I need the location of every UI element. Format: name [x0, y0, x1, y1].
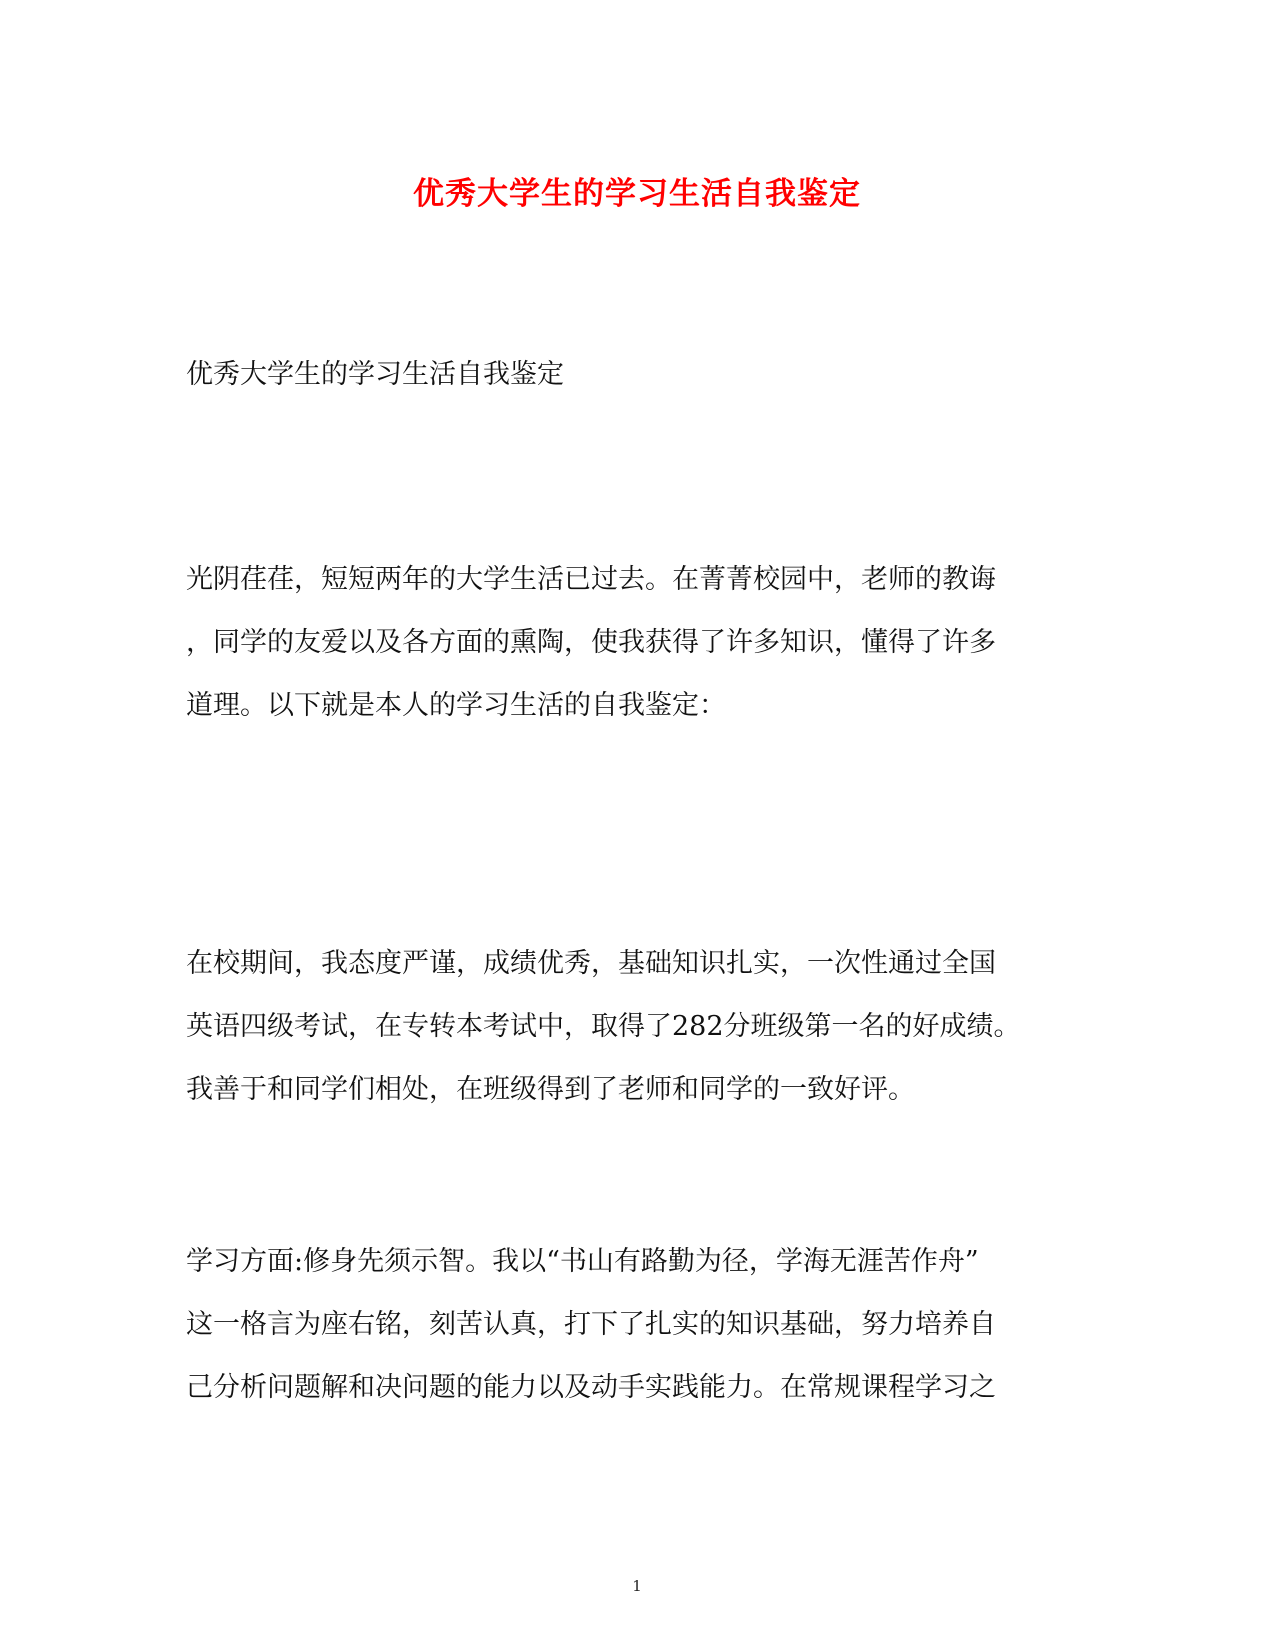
paragraph-line: 学习方面:修身先须示智。我以“书山有路勤为径，学海无涯苦作舟” [186, 1246, 979, 1277]
paragraph-intro [186, 548, 1071, 737]
paragraph-line: 道理。以下就是本人的学习生活的自我鉴定： [186, 690, 726, 721]
paragraph-line: 这一格言为座右铭，刻苦认真，打下了扎实的知识基础，努力培养自 [186, 1309, 996, 1340]
paragraph-line: 我善于和同学们相处，在班级得到了老师和同学的一致好评。 [186, 1074, 915, 1105]
paragraph-line: 在校期间，我态度严谨，成绩优秀，基础知识扎实，一次性通过全国 [186, 948, 996, 979]
document-title: 优秀大学生的学习生活自我鉴定 [413, 176, 861, 212]
page-number: 1 [632, 1577, 642, 1595]
document-subtitle: 优秀大学生的学习生活自我鉴定 [186, 359, 564, 390]
paragraph-line: ，同学的友爱以及各方面的熏陶，使我获得了许多知识，懂得了许多 [186, 627, 996, 658]
paragraph-study [186, 1230, 1071, 1419]
paragraph-line: 英语四级考试，在专转本考试中，取得了282分班级第一名的好成绩。 [186, 1011, 1021, 1042]
paragraph-line: 光阴荏荏，短短两年的大学生活已过去。在菁菁校园中，老师的教诲 [186, 564, 996, 595]
paragraph-line: 己分析问题解和决问题的能力以及动手实践能力。在常规课程学习之 [186, 1372, 996, 1403]
paragraph-school-period [186, 932, 1071, 1121]
